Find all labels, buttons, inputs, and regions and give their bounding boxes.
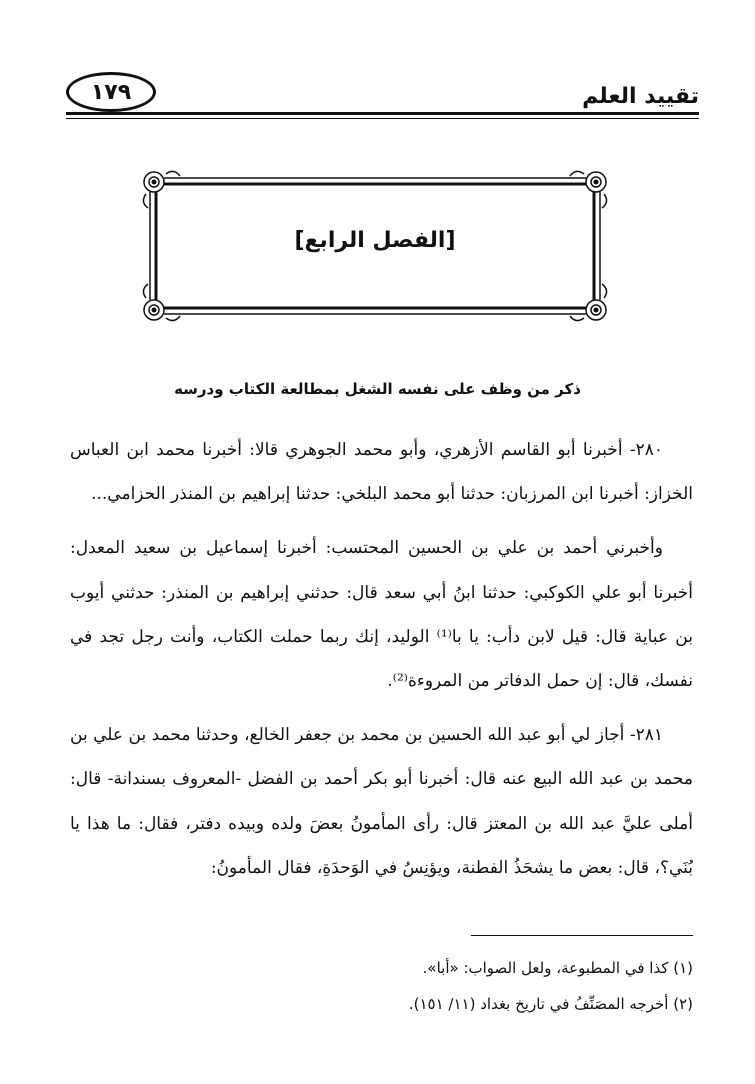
paragraph-280-cont: وأخبرني أحمد بن علي بن الحسين المحتسب: أخبرنا إسماعيل بن سعيد المعدل: أخبرنا أبو علي الكوكبي: حدثنا ابنُ أبي سعد قال: حدثني إبراهيم بن المنذر: حدثني أيوب بن عباية قال: قيل لابن دأب: يا با⁽¹⁾ الوليد، إنك ربما حملت الكتاب، وأنت رجل تجد في نفسك، قال: إن حمل الدفاتر من المروءة⁽²⁾.: [70, 538, 693, 692]
footnote-2: (٢) أخرجه المصَنِّفُ في تاريخ بغداد (١١/ ١٥١).: [408, 995, 693, 1013]
body-text: [70, 428, 693, 900]
chapter-title: [الفصل الرابع]: [294, 228, 456, 253]
section-heading: ذكر من وظف على نفسه الشغل بمطالعة الكتاب ودرسه: [174, 380, 581, 398]
paragraph-281: ٢٨١- أجاز لي أبو عبد الله الحسين بن محمد بن جعفر الخالع، وحدثنا محمد بن علي بن محمد بن عبد الله البيع عنه قال: أخبرنا أبو بكر أحمد بن الفضل -المعروف بسندانة- قال: أملى عليَّ عبد الله بن المعتز قال: رأى المأمونُ بعضَ ولده وبيده دفتر، فقال: ما هذا يا بُنَي؟، قال: بعض ما يشحَذُ الفطنة، ويؤنِسُ في الوَحدَةِ، فقال المأمونُ:: [70, 725, 693, 878]
header-rule: [66, 112, 699, 115]
header-rule-thin: [66, 118, 699, 119]
footnote-1: (١) كذا في المطبوعة، ولعل الصواب: «أبا».: [422, 959, 693, 977]
running-title: تقييد العلم: [582, 84, 699, 109]
paragraph-280: ٢٨٠- أخبرنا أبو القاسم الأزهري، وأبو محمد الجوهري قالا: أخبرنا محمد ابن العباس الخزاز: أخبرنا ابن المرزبان: حدثنا أبو محمد البلخي: حدثنا إبراهيم بن المنذر الحزامي...: [70, 440, 693, 505]
page-number: ١٧٩: [66, 72, 156, 112]
footnote-divider: [471, 935, 693, 936]
footnotes: [70, 950, 693, 1022]
